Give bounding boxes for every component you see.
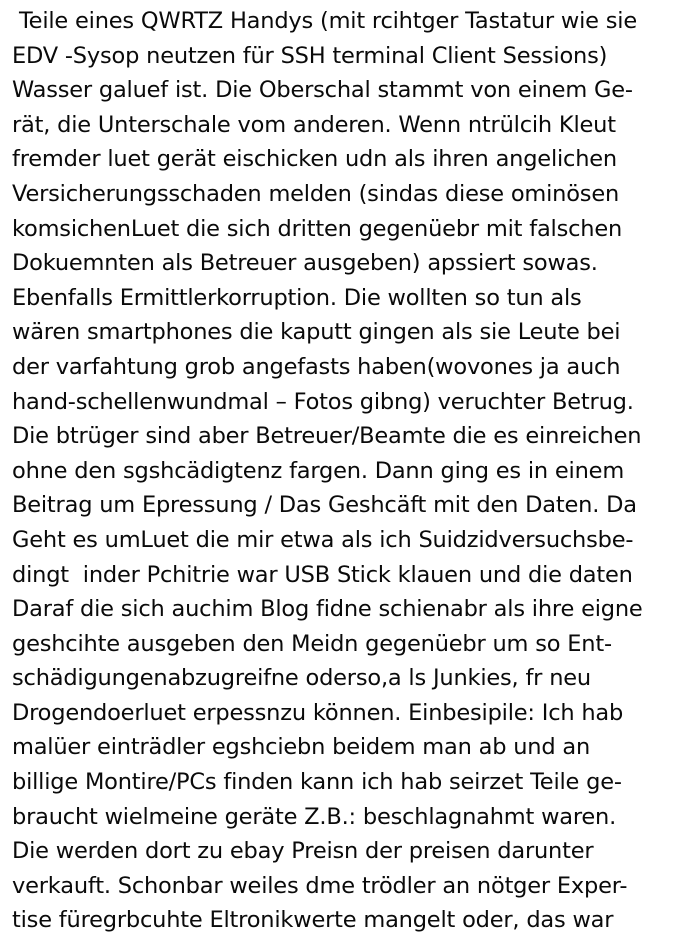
text-line: ohne den sgshcädigtenz fargen. Dann ging es in einem bbox=[12, 457, 625, 484]
text-line: hand-schellenwundmal – Fotos gibng) veruchter Betrug. bbox=[12, 388, 634, 415]
text-line: schädigungenabzugreifne oderso,a ls Junkies, fr neu bbox=[12, 665, 591, 692]
text-line: rät, die Unterschale vom anderen. Wenn ntrülcih Kleut bbox=[12, 111, 616, 138]
text-line: komsichenLuet die sich dritten gegenüebr mit falschen bbox=[12, 215, 623, 242]
text-line: der varfahtung grob angefasts haben(wovones ja auch bbox=[12, 353, 621, 380]
text-line: Versicherungsschaden melden (sindas diese ominösen bbox=[12, 180, 620, 207]
text-line: Daraf die sich auchim Blog fidne schienabr als ihre eigne bbox=[12, 596, 643, 623]
text-line: tise füregrbcuhte Eltronikwerte mangelt oder, das war bbox=[12, 907, 614, 934]
text-line: Die btrüger sind aber Betreuer/Beamte die es einreichen bbox=[12, 423, 642, 450]
text-line: Teile eines QWRTZ Handys (mit rcihtger Tastatur wie sie bbox=[12, 8, 637, 34]
text-line: braucht wielmeine geräte Z.B.: beschlagnahmt waren. bbox=[12, 803, 617, 830]
text-line: billige Montire/PCs finden kann ich hab seirzet Teile ge- bbox=[12, 769, 622, 796]
text-line: EDV -Sysop neutzen für SSH terminal Client Sessions) bbox=[12, 42, 608, 69]
body-text bbox=[12, 4, 680, 938]
text-line: dingt inder Pchitrie war USB Stick klauen und die daten bbox=[12, 561, 633, 588]
text-line: Die werden dort zu ebay Preisn der preisen darunter bbox=[12, 838, 594, 865]
text-line: Geht es umLuet die mir etwa als ich Suidzidversuchsbe- bbox=[12, 526, 634, 553]
text-line: verkauft. Schonbar weiles dme trödler an nötger Exper- bbox=[12, 872, 628, 899]
text-line: Drogendoerluet erpessnzu können. Einbesipile: Ich hab bbox=[12, 699, 624, 726]
text-line: Beitrag um Epressung / Das Geshcäft mit den Daten. Da bbox=[12, 492, 637, 519]
text-line: fremder luet gerät eischicken udn als ihren angelichen bbox=[12, 146, 617, 173]
text-line: geshcihte ausgeben den Meidn gegenüebr um so Ent- bbox=[12, 630, 612, 657]
text-line: wären smartphones die kaputt gingen als sie Leute bei bbox=[12, 319, 621, 346]
text-line: Ebenfalls Ermittlerkorruption. Die wollten so tun als bbox=[12, 284, 582, 311]
text-line: Wasser galuef ist. Die Oberschal stammt von einem Ge- bbox=[12, 77, 633, 104]
text-line: Dokuemnten als Betreuer ausgeben) apssiert sowas. bbox=[12, 250, 598, 277]
text-line: malüer einträdler egshciebn beidem man ab und an bbox=[12, 734, 591, 761]
